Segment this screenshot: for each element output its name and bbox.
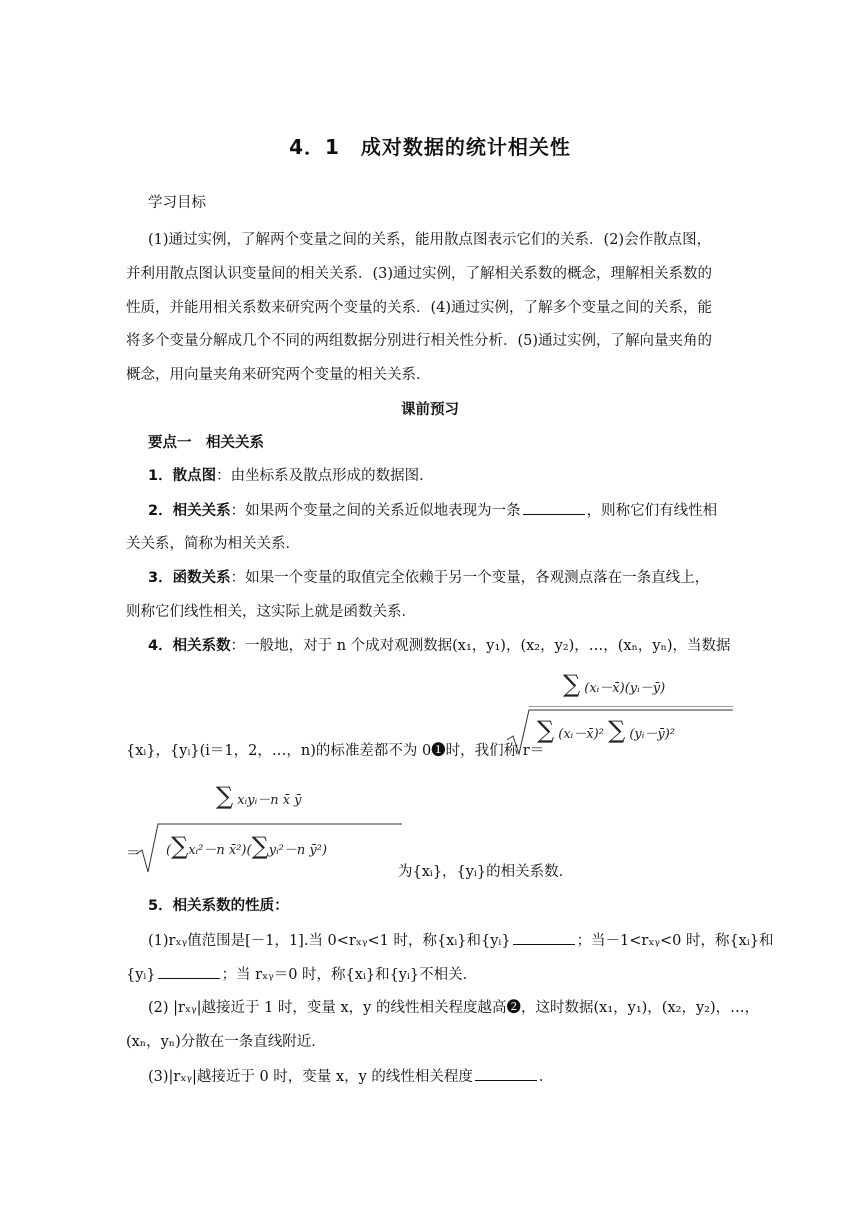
- item-5-label: 5．相关系数的性质：: [148, 898, 289, 914]
- property-1-cont: [126, 964, 477, 985]
- item-1-text: ：由坐标系及散点形成的数据图．: [216, 468, 434, 484]
- objectives-heading: 学习目标: [148, 195, 206, 211]
- equals-sign: ＝: [126, 846, 141, 862]
- denominator-2b-text: xᵢ²－n x̄²)(: [188, 843, 252, 858]
- objectives-line-1: (1)通过实例，了解两个变量之间的关系，能用散点图表示它们的关系．(2)会作散点图，: [148, 232, 712, 248]
- objectives-line-2: 并利用散点图认识变量间的相关关系．(3)通过实例，了解相关系数的概念，理解相关系数的: [126, 266, 713, 282]
- sigma-symbol: ∑: [563, 670, 581, 698]
- sigma-symbol: ∑: [608, 716, 626, 744]
- item-4-text-c: 为{xᵢ}，{yᵢ}的相关系数．: [398, 864, 574, 880]
- item-2-text-b: ，则称它们有线性相: [586, 503, 718, 519]
- property-1-text-b: ；当－1<rₓᵧ<0 时，称{xᵢ}和: [576, 933, 774, 949]
- item-3-label: 3．函数关系: [148, 570, 231, 586]
- blank-line: [513, 930, 575, 945]
- sigma-symbol: ∑: [251, 832, 269, 860]
- sigma-symbol: ∑: [537, 716, 555, 744]
- property-3-text-a: (3)|rₓᵧ|越接近于 0 时，变量 x，y 的线性相关程度: [148, 1069, 473, 1085]
- preview-heading: 课前预习: [401, 402, 459, 418]
- page-title: 4．1 成对数据的统计相关性: [289, 135, 571, 159]
- item-4-label: 4．相关系数: [148, 638, 231, 654]
- blank-line: [475, 1066, 537, 1081]
- numerator-2-text: xᵢyᵢ－n x̄ ȳ: [237, 793, 302, 808]
- item-4-text-a: ：一般地，对于 n 个成对观测数据(x₁，y₁)，(x₂，y₂)，…，(xₙ，yₙ)，当数据: [230, 638, 731, 654]
- property-1-text-c: {yᵢ}: [126, 967, 156, 983]
- property-2-text-a: (2) |rₓᵧ|越接近于 1 时，变量 x，y 的线性相关程度越高❷，这时数据(x₁，y₁)，(x₂，y₂)，…，: [148, 1000, 760, 1016]
- objectives-line-4: 将多个变量分解成几个不同的两组数据分别进行相关性分析．(5)通过实例，了解向量夹角的: [126, 333, 713, 349]
- item-4-text-b: {xᵢ}，{yᵢ}(i＝1，2，…，n)的标准差都不为 0❶时，我们称 r＝: [126, 743, 545, 759]
- formula-2-numerator: [216, 784, 302, 808]
- formula-2-denominator: [166, 834, 327, 858]
- objectives-line-3: 性质，并能用相关系数来研究两个变量的关系．(4)通过实例，了解多个变量之间的关系，能: [126, 300, 713, 316]
- denominator-2a-text: (: [166, 843, 172, 858]
- item-2: [148, 500, 717, 521]
- blank-line: [523, 500, 585, 515]
- formula-1-numerator: [563, 672, 665, 696]
- item-1: [148, 466, 434, 486]
- item-3-text-b: 则称它们线性相关，这实际上就是函数关系．: [126, 604, 416, 620]
- item-2-text-a: ：如果两个变量之间的关系近似地表现为一条: [230, 503, 521, 519]
- denominator-1a-text: (xᵢ－x̄)²: [558, 727, 604, 742]
- sigma-symbol: ∑: [216, 782, 234, 810]
- denominator-1b-text: (yᵢ－ȳ)²: [629, 727, 676, 742]
- item-2-label: 2．相关关系: [148, 503, 231, 519]
- property-3: [148, 1066, 553, 1087]
- property-1-text-d: ；当 rₓᵧ＝0 时，称{xᵢ}和{yᵢ}不相关．: [221, 967, 478, 983]
- formula-1-denominator: [537, 718, 675, 742]
- property-1: [148, 930, 774, 951]
- sigma-symbol: ∑: [171, 832, 189, 860]
- objectives-line-5: 概念，用向量夹角来研究两个变量的相关关系．: [126, 367, 431, 383]
- item-3-text-a: ：如果一个变量的取值完全依赖于另一个变量，各观测点落在一条直线上，: [230, 570, 710, 586]
- item-4: [148, 636, 731, 656]
- formula-r-2: [126, 780, 406, 880]
- property-3-text-b: ．: [538, 1069, 554, 1085]
- item-2-text-c: 关关系，简称为相关关系．: [126, 536, 300, 552]
- property-1-text-a: (1)rₓᵧ值范围是[－1，1].当 0<rₓᵧ<1 时，称{xᵢ}和{yᵢ}: [148, 933, 511, 949]
- item-3: [148, 568, 709, 588]
- property-2-text-b: (xₙ，yₙ)分散在一条直线附近．: [126, 1034, 326, 1050]
- denominator-2c-text: yᵢ²－n ȳ²): [268, 843, 328, 858]
- blank-line: [158, 964, 220, 979]
- point-heading: 要点一 相关关系: [148, 435, 264, 451]
- item-1-label: 1．散点图: [148, 468, 217, 484]
- numerator-1-text: (xᵢ－x̄)(yᵢ－ȳ): [584, 681, 666, 696]
